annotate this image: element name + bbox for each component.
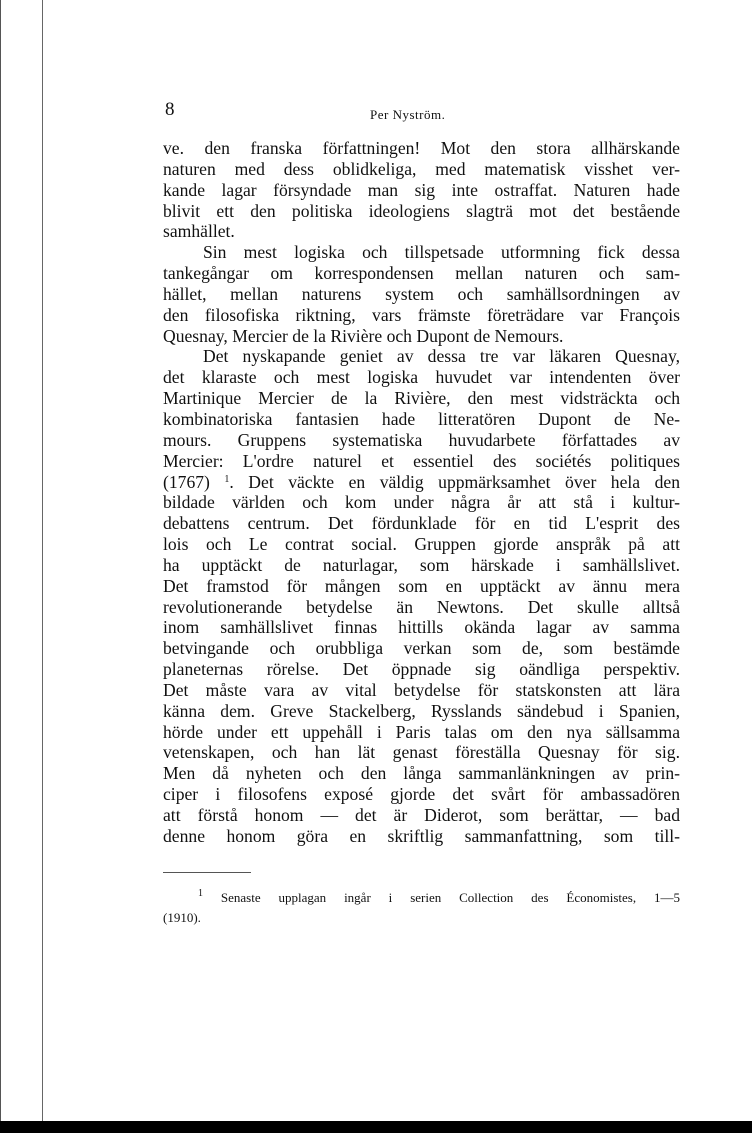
text-line: den filosofiska riktning, vars främste företrädare var François [163, 304, 680, 325]
text-line: tankegångar om korrespondensen mellan naturen och sam- [163, 263, 680, 284]
running-head: Per Nyström. [370, 107, 446, 122]
text-line: blivit ett den politiska ideologiens slagträ mot det bestående [163, 200, 680, 221]
body-text [163, 138, 680, 847]
text-line: hörde under ett uppehåll i Paris talas om den nya sällsamma [163, 721, 680, 742]
text-line: debattens centrum. Det fördunklade för en tid L'esprit des [163, 513, 680, 534]
text-line: Men då nyheten och den långa sammanlänkningen av prin- [163, 763, 680, 784]
text-line: planeternas rörelse. Det öppnade sig oändliga perspektiv. [163, 659, 680, 680]
text-line: att förstå honom — det är Diderot, som berättar, — bad [163, 805, 680, 825]
text-line: Martinique Mercier de la Rivière, den mest vidsträckta och [163, 388, 680, 409]
footnote-line [163, 888, 680, 908]
text-line: ha upptäckt de naturlagar, som härskade i samhällslivet. [163, 554, 680, 575]
text-line: mours. Gruppens systematiska huvudarbete författades av [163, 429, 680, 450]
footnote-line: (1910). [163, 910, 201, 925]
footnote-reference: 1 [224, 473, 230, 485]
text-line: vetenskapen, och han lät genast föreställa Quesnay för sig. [163, 742, 680, 763]
footnote-rule [163, 872, 251, 873]
page-gutter-line [42, 0, 43, 1121]
footnote [163, 888, 680, 928]
text-line: betvingande och orubbliga verkan som de, som bestämde [163, 638, 680, 659]
text-line: denne honom göra en skriftlig sammanfattning, som till- [163, 825, 680, 846]
text-line: ve. den franska författningen! Mot den stora allhärskande [163, 138, 680, 158]
text-line: Det måste vara av vital betydelse för statskonsten att lära [163, 679, 680, 700]
text-line: hället, mellan naturens system och samhällsordningen av [163, 283, 680, 304]
text-line: kande lagar försyndade man sig inte ostraffat. Naturen hade [163, 179, 680, 200]
footnote-text: Senaste upplagan ingår i serien Collection des Économistes, 1—5 [220, 890, 680, 905]
text-line: revolutionerande betydelse än Newtons. Det skulle alltså [163, 596, 680, 617]
text-line: Det framstod för mången som en upptäckt av ännu mera [163, 575, 680, 596]
text-line: lois och Le contrat social. Gruppen gjorde anspråk på att [163, 534, 680, 555]
text-line: känna dem. Greve Stackelberg, Rysslands sändebud i Spanien, [163, 700, 680, 721]
text-line: Det nyskapande geniet av dessa tre var läkaren Quesnay, [203, 346, 680, 367]
scan-left-edge [0, 0, 1, 1121]
text-line: inom samhällslivet finnas hittills okända lagar av samma [163, 617, 680, 638]
scan-bottom-border [0, 1121, 752, 1133]
footnote-marker: 1 [198, 888, 203, 899]
text-line: (1767) $^1$. Det väckte en väldig uppmärksamhet över hela den [163, 471, 680, 492]
text-line: Quesnay, Mercier de la Rivière och Dupont de Nemours. [163, 325, 564, 346]
text-line: bildade världen och kom under några år att stå i kultur- [163, 492, 680, 513]
page-number: 8 [165, 99, 175, 120]
text-line: Mercier: L'ordre naturel et essentiel des sociétés politiques [163, 450, 680, 471]
text-line: kombinatoriska fantasien hade litteratören Dupont de Ne- [163, 408, 680, 429]
text-line: naturen med dess oblidkeliga, med matematisk visshet ver- [163, 158, 680, 179]
text-line: ciper i filosofens exposé gjorde det svårt för ambassadören [163, 784, 680, 805]
text-line: det klaraste och mest logiska huvudet var intendenten över [163, 367, 680, 388]
text-line: Sin mest logiska och tillspetsade utformning fick dessa [203, 242, 680, 263]
text-line: samhället. [163, 221, 235, 242]
